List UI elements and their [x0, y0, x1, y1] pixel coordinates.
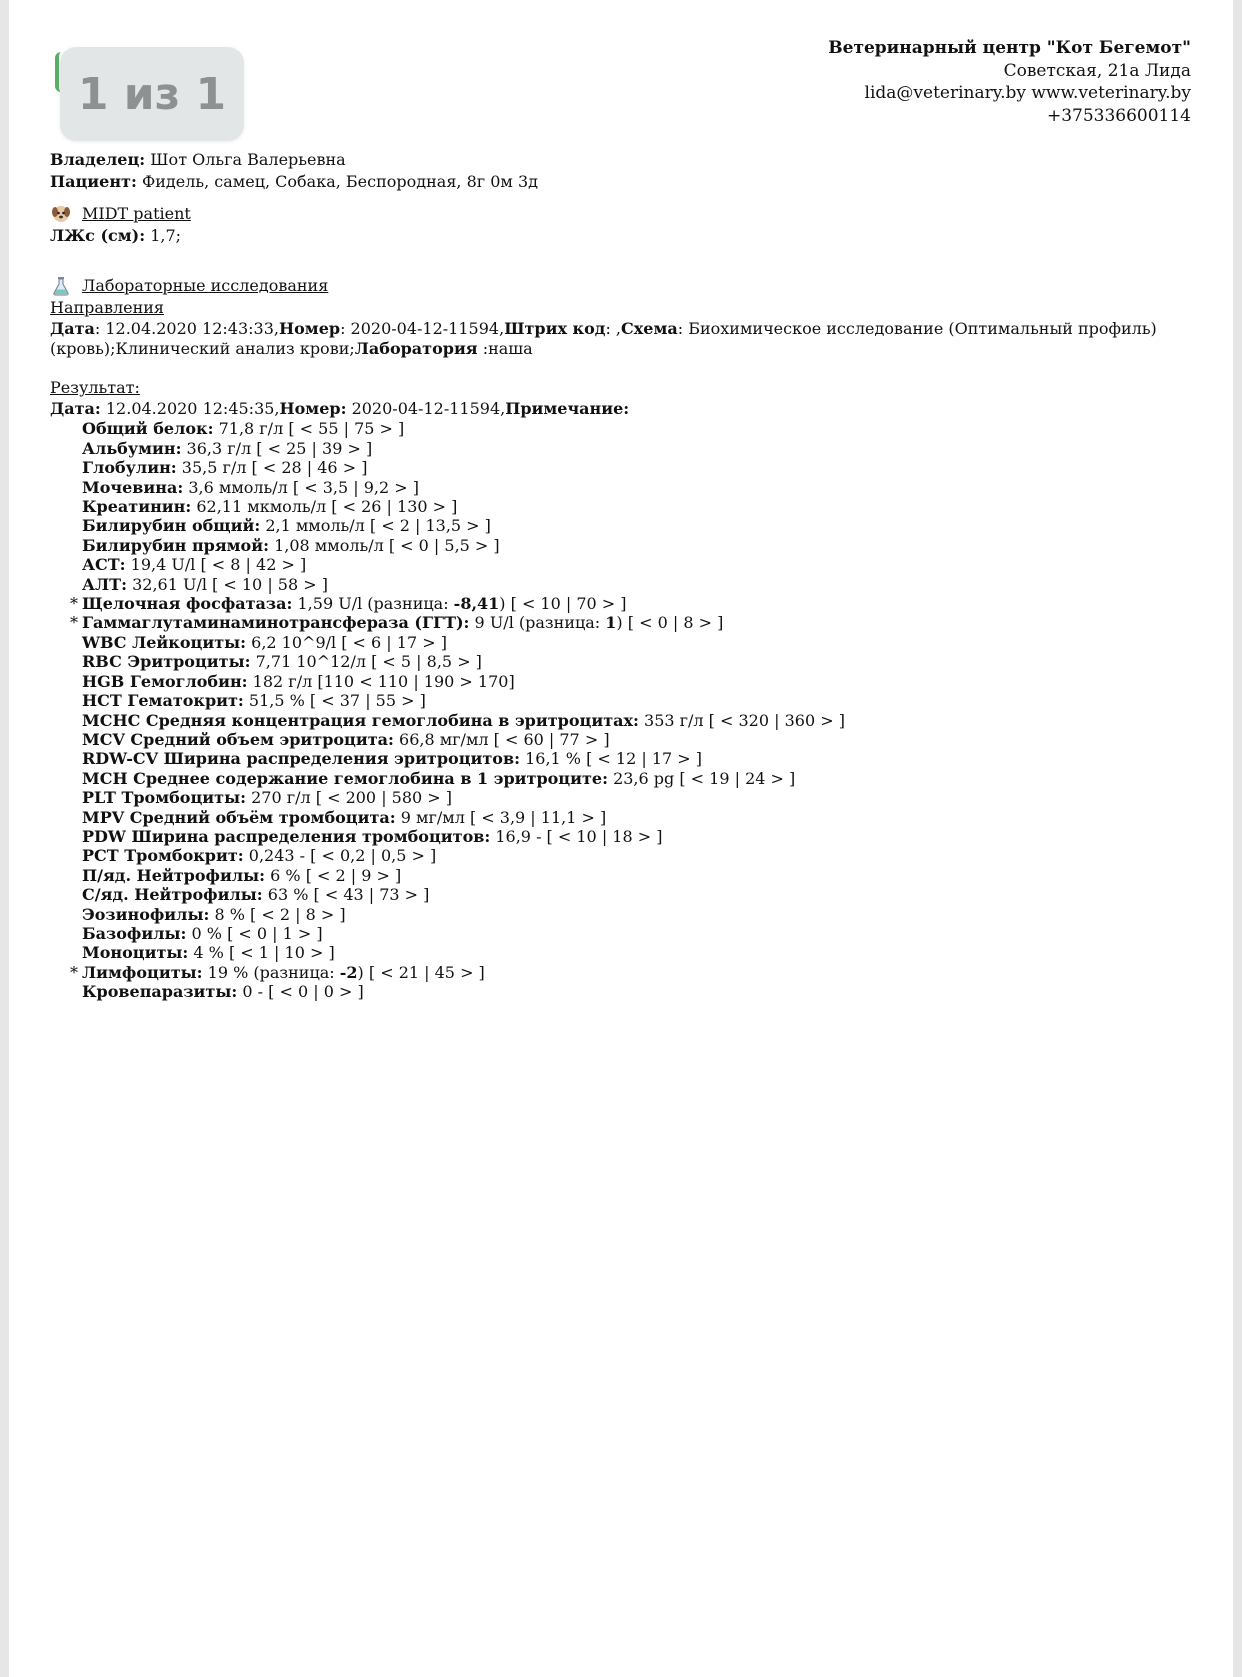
result-value: 353 г/л [ < 320 | 360 > ] [638, 710, 845, 730]
result-mark [50, 866, 82, 885]
result-mark [50, 691, 82, 710]
midt-field-row [50, 225, 1190, 247]
result-row [50, 711, 1190, 730]
result-mark [50, 943, 82, 962]
flask-icon [50, 275, 72, 297]
result-value: 8 % [ < 2 | 8 > ] [209, 904, 346, 924]
result-value: 7,71 10^12/л [ < 5 | 8,5 > ] [250, 652, 482, 672]
direction-number-value: : 2020-04-12-11594, [340, 319, 505, 338]
result-value: 0 % [ < 0 | 1 > ] [186, 923, 323, 943]
result-number-value: 2020-04-12-11594, [346, 399, 506, 418]
result-value: 66,8 мг/мл [ < 60 | 77 > ] [393, 729, 610, 749]
result-name: PLT Тромбоциты: [82, 788, 247, 808]
result-value: 23,6 pg [ < 19 | 24 > ] [607, 768, 796, 788]
result-value: 270 г/л [ < 200 | 580 > ] [246, 788, 453, 808]
result-mark [50, 769, 82, 788]
direction-laboratory-value: :наша [477, 338, 533, 358]
direction-scheme-value: : Биохимическое исследование (Оптимальный профиль) (кровь);Клинический анализ крови; [50, 319, 1157, 358]
result-range: ) [ < 21 | 45 > ] [357, 962, 485, 982]
result-range: ) [ < 0 | 8 > ] [616, 613, 724, 633]
result-date-value: 12.04.2020 12:45:35, [100, 399, 280, 418]
result-name: П/яд. Нейтрофилы: [82, 865, 266, 885]
result-name: Глобулин: [82, 458, 177, 478]
owner-label: Владелец: [50, 150, 146, 169]
page-edge-left [0, 0, 9, 1677]
result-row [50, 808, 1190, 827]
result-row [50, 419, 1190, 438]
direction-details [50, 319, 1190, 358]
patient-row [50, 171, 1190, 193]
result-name: MCV Средний объем эритроцита: [82, 729, 394, 749]
result-value: 9 U/l (разница: [469, 613, 606, 633]
result-mark [50, 633, 82, 652]
result-name: HCT Гематокрит: [82, 691, 244, 711]
result-row [50, 536, 1190, 555]
clinic-header [828, 37, 1191, 127]
page-counter-badge: 1 из 1 [60, 47, 244, 141]
result-row [50, 672, 1190, 691]
result-row [50, 730, 1190, 749]
result-value: 16,1 % [ < 12 | 17 > ] [520, 749, 703, 769]
result-mark [50, 458, 82, 477]
result-diff: -8,41 [453, 594, 500, 614]
result-mark [50, 497, 82, 516]
result-mark [50, 846, 82, 865]
result-mark [50, 788, 82, 807]
midt-section-head [50, 203, 1190, 225]
result-mark [50, 555, 82, 574]
lab-link[interactable]: Лабораторные исследования [82, 276, 329, 295]
result-value: 6,2 10^9/l [ < 6 | 17 > ] [246, 632, 447, 652]
result-mark [50, 982, 82, 1001]
result-row [50, 982, 1190, 1001]
result-mark [50, 419, 82, 438]
midt-patient-link[interactable]: MIDT patient [82, 204, 191, 223]
result-name: MPV Средний объём тромбоцита: [82, 807, 396, 827]
direction-number-label: Номер [279, 319, 341, 338]
result-name: Кровепаразиты: [82, 982, 238, 1002]
result-value: 62,11 мкмоль/л [ < 26 | 130 > ] [191, 497, 458, 517]
result-diff: -2 [339, 962, 358, 982]
result-value: 3,6 ммоль/л [ < 3,5 | 9,2 > ] [183, 477, 419, 497]
result-label: Результат: [50, 378, 140, 397]
patient-label: Пациент: [50, 172, 137, 191]
result-name: Билирубин общий: [82, 516, 261, 536]
result-name: Лимфоциты: [82, 962, 203, 982]
result-row [50, 866, 1190, 885]
lab-section-head [50, 275, 1190, 297]
result-row [50, 613, 1190, 632]
directions-row [50, 297, 1190, 319]
result-name: MCH Среднее содержание гемоглобина в 1 эритроците: [82, 768, 608, 788]
direction-barcode-label: Штрих код [504, 319, 606, 338]
result-row [50, 749, 1190, 768]
results-list [50, 419, 1190, 1001]
result-label-row [50, 377, 1190, 399]
result-mark-text: * [70, 594, 78, 614]
result-name: С/яд. Нейтрофилы: [82, 885, 263, 905]
result-value: 1,59 U/l (разница: [292, 594, 454, 614]
result-row [50, 575, 1190, 594]
result-row [50, 905, 1190, 924]
result-row [50, 652, 1190, 671]
result-name: Гаммаглутаминаминотрансфераза (ГГТ): [82, 613, 470, 633]
result-name: Альбумин: [82, 438, 182, 458]
result-value: 19,4 U/l [ < 8 | 42 > ] [125, 555, 307, 575]
result-mark [50, 905, 82, 924]
clinic-name: Ветеринарный центр "Кот Бегемот" [828, 38, 1191, 58]
result-name: АСТ: [82, 555, 126, 575]
result-row [50, 943, 1190, 962]
result-note-label: Примечание: [505, 399, 630, 418]
result-value: 19 % (разница: [202, 962, 340, 982]
result-row [50, 478, 1190, 497]
result-row [50, 633, 1190, 652]
result-mark [50, 652, 82, 671]
result-row [50, 555, 1190, 574]
result-mark-text: * [70, 962, 78, 982]
result-name: WBC Лейкоциты: [82, 632, 247, 652]
patient-value: Фидель, самец, Собака, Беспородная, 8г 0м 3д [141, 172, 538, 191]
result-value: 2,1 ммоль/л [ < 2 | 13,5 > ] [260, 516, 491, 536]
clinic-address: Советская, 21а Лида [1003, 60, 1191, 81]
result-name: RBC Эритроциты: [82, 652, 251, 672]
result-value: 71,8 г/л [ < 55 | 75 > ] [213, 419, 405, 439]
direction-laboratory-label: Лаборатория [354, 338, 478, 358]
result-value: 6 % [ < 2 | 9 > ] [265, 865, 402, 885]
result-value: 9 мг/мл [ < 3,9 | 11,1 > ] [395, 807, 607, 827]
result-row [50, 769, 1190, 788]
document-body [50, 149, 1190, 1002]
result-name: Мочевина: [82, 477, 184, 497]
result-mark [50, 885, 82, 904]
result-name: RDW-CV Ширина распределения эритроцитов: [82, 749, 520, 769]
direction-date-value: : 12.04.2020 12:43:33, [94, 319, 279, 338]
result-name: Креатинин: [82, 497, 192, 517]
directions-label[interactable]: Направления [50, 298, 164, 317]
result-mark [50, 827, 82, 846]
result-value: 35,5 г/л [ < 28 | 46 > ] [176, 458, 368, 478]
dog-face-icon [50, 203, 72, 225]
result-row [50, 963, 1190, 982]
result-name: PDW Ширина распределения тромбоцитов: [82, 826, 491, 846]
result-name: Общий белок: [82, 419, 214, 439]
result-name: АЛТ: [82, 574, 127, 594]
result-meta-row [50, 399, 1190, 418]
result-value: 16,9 - [ < 10 | 18 > ] [490, 826, 663, 846]
owner-row [50, 149, 1190, 171]
page-edge-right [1233, 0, 1242, 1677]
direction-barcode-value: : , [605, 319, 622, 338]
result-mark [50, 672, 82, 691]
result-value: 32,61 U/l [ < 10 | 58 > ] [127, 574, 328, 594]
result-row [50, 594, 1190, 613]
result-value: 1,08 ммоль/л [ < 0 | 5,5 > ] [269, 535, 500, 555]
result-row [50, 924, 1190, 943]
result-value: 0,243 - [ < 0,2 | 0,5 > ] [243, 846, 437, 866]
result-row [50, 497, 1190, 516]
result-value: 0 - [ < 0 | 0 > ] [237, 982, 364, 1002]
result-value: 36,3 г/л [ < 25 | 39 > ] [181, 438, 373, 458]
result-name: Моноциты: [82, 943, 189, 963]
result-row [50, 439, 1190, 458]
result-number-label: Номер: [279, 399, 347, 418]
result-row [50, 846, 1190, 865]
result-value: 182 г/л [110 < 110 | 190 > 170] [247, 671, 515, 691]
result-name: Эозинофилы: [82, 904, 210, 924]
result-diff: 1 [605, 613, 617, 633]
result-mark [50, 749, 82, 768]
result-value: 51,5 % [ < 37 | 55 > ] [243, 691, 426, 711]
result-name: Щелочная фосфатаза: [82, 594, 293, 614]
result-row [50, 827, 1190, 846]
result-mark [50, 730, 82, 749]
result-value: 4 % [ < 1 | 10 > ] [188, 943, 335, 963]
result-mark [50, 711, 82, 730]
result-mark [50, 516, 82, 535]
result-name: Базофилы: [82, 923, 187, 943]
result-mark [50, 478, 82, 497]
result-mark [50, 808, 82, 827]
result-name: MCHC Средняя концентрация гемоглобина в эритроцитах: [82, 710, 639, 730]
result-row [50, 516, 1190, 535]
result-mark [50, 963, 82, 982]
result-range: ) [ < 10 | 70 > ] [499, 594, 627, 614]
clinic-phone: +375336600114 [1046, 105, 1191, 126]
midt-field-value: 1,7; [150, 226, 182, 245]
midt-field-label: ЛЖс (см): [50, 226, 146, 245]
result-mark [50, 439, 82, 458]
result-name: PCT Тромбокрит: [82, 846, 244, 866]
result-name: Билирубин прямой: [82, 535, 269, 555]
direction-scheme-label: Схема [621, 319, 678, 338]
result-value: 63 % [ < 43 | 73 > ] [262, 885, 430, 905]
result-mark-text: * [70, 613, 78, 633]
result-row [50, 885, 1190, 904]
result-name: HGB Гемоглобин: [82, 671, 248, 691]
result-mark [50, 594, 82, 613]
clinic-web: lida@veterinary.by www.veterinary.by [864, 83, 1191, 103]
result-row [50, 788, 1190, 807]
result-mark [50, 536, 82, 555]
result-mark [50, 924, 82, 943]
result-row [50, 691, 1190, 710]
direction-date-label: Дата [50, 319, 95, 338]
owner-value: Шот Ольга Валерьевна [150, 150, 346, 169]
result-mark [50, 575, 82, 594]
result-mark [50, 613, 82, 632]
result-row [50, 458, 1190, 477]
result-date-label: Дата: [50, 399, 101, 418]
